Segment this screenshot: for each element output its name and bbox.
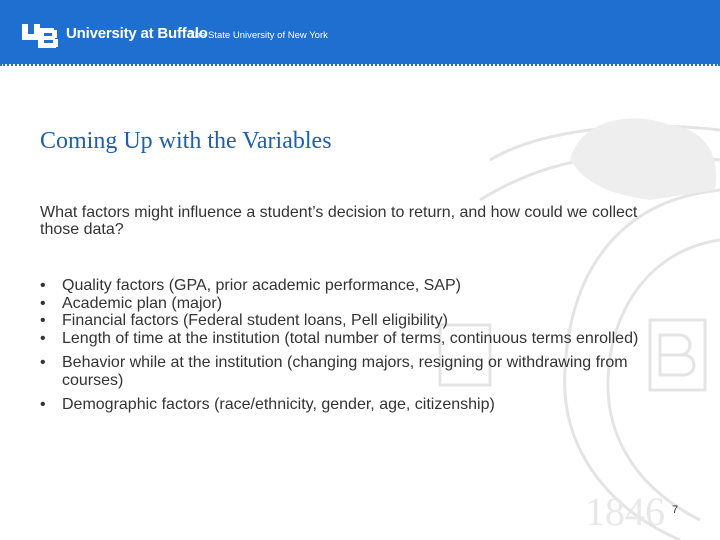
list-item: • Length of time at the institution (total number of terms, continuous terms enrolled) (40, 329, 639, 347)
ub-logo-icon (22, 22, 64, 48)
page-number: 7 (672, 504, 679, 516)
list-item: • Behavior while at the institution (changing majors, resigning or withdrawing from courses) (40, 354, 628, 389)
bullet-dot: • (40, 329, 46, 347)
list-item: • Academic plan (major) (40, 294, 223, 312)
university-tagline: The State University of New York (189, 30, 328, 41)
bullet-dot: • (40, 294, 46, 312)
university-name: University at Buffalo (66, 25, 208, 42)
intro-paragraph: What factors might influence a student’s decision to return, and how could we collect those data? (40, 204, 638, 238)
bullet-list (40, 277, 640, 414)
header-bar (0, 0, 720, 64)
list-item: • Demographic factors (race/ethnicity, gender, age, citizenship) (40, 396, 495, 413)
bullet-dot: • (40, 396, 46, 413)
list-item: • Quality factors (GPA, prior academic performance, SAP) (40, 277, 461, 294)
header-divider (0, 64, 720, 66)
bullet-dot: • (40, 312, 46, 329)
bullet-dot: • (40, 277, 46, 294)
svg-text:1846: 1846 (585, 489, 665, 534)
list-item: • Financial factors (Federal student loans, Pell eligibility) (40, 312, 448, 329)
slide-title: Coming Up with the Variables (40, 128, 332, 154)
bullet-dot: • (40, 354, 46, 371)
